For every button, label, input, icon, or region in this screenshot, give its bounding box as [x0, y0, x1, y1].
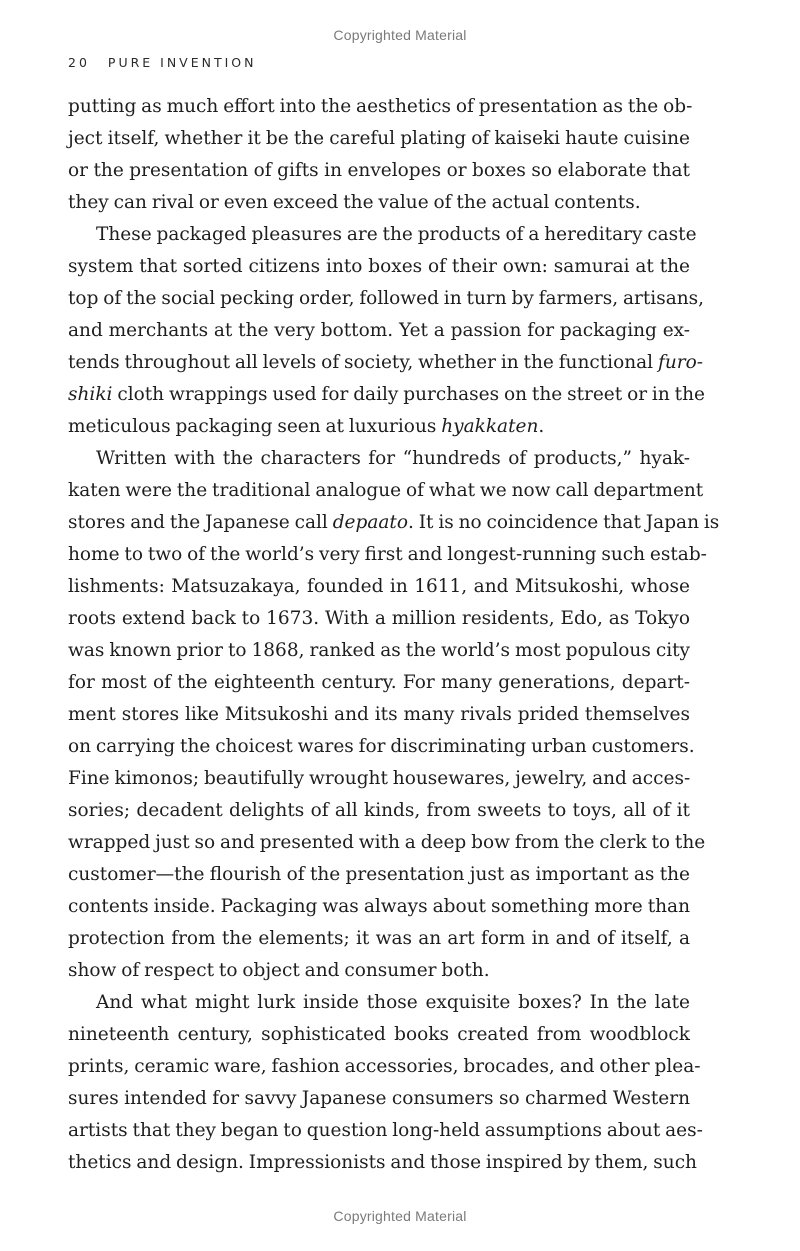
text-run: artists that they began to question long-held assumptions about aes- [68, 1120, 703, 1141]
text-line [68, 795, 690, 827]
text-line [68, 603, 690, 635]
text-line [68, 315, 690, 347]
text-line [68, 347, 703, 379]
text-line [68, 1051, 701, 1083]
text-line [68, 667, 690, 699]
text-line [68, 91, 693, 123]
text-line [68, 987, 690, 1019]
text-line [68, 155, 690, 187]
text-line [68, 1147, 697, 1179]
text-run: These packaged pleasures are the products of a hereditary caste [96, 224, 697, 245]
italic-term: depaato [332, 512, 408, 533]
text-line [68, 923, 690, 955]
text-run: ment stores like Mitsukoshi and its many rivals prided themselves [68, 704, 690, 725]
text-line [68, 1083, 690, 1115]
text-run: top of the social pecking order, followed in turn by farmers, artisans, [68, 288, 705, 309]
text-line [68, 251, 690, 283]
text-run: contents inside. Packaging was always about something more than [68, 896, 690, 917]
text-run: tends throughout all levels of society, whether in the functional [68, 352, 658, 373]
italic-term: shiki [68, 384, 113, 405]
text-run: or the presentation of gifts in envelopes or boxes so elaborate that [68, 160, 690, 181]
text-run: Fine kimonos; beautifully wrought housewares, jewelry, and acces- [68, 768, 691, 789]
running-head [68, 55, 257, 70]
text-line [68, 859, 690, 891]
text-line [68, 731, 695, 763]
text-run: lishments: Matsuzakaya, founded in 1611, and Mitsukoshi, whose [68, 576, 690, 597]
body-text [68, 91, 720, 1179]
text-run: home to two of the world’s very first and longest-running such estab- [68, 544, 707, 565]
text-run: ject itself, whether it be the careful plating of kaiseki haute cuisine [68, 128, 690, 149]
text-run: for most of the eighteenth century. For many generations, depart- [68, 672, 690, 693]
text-run: system that sorted citizens into boxes of their own: samurai at the [68, 256, 690, 277]
book-title: PURE INVENTION [107, 55, 257, 70]
text-line [68, 955, 690, 987]
text-run: wrapped just so and presented with a deep bow from the clerk to the [68, 832, 706, 853]
text-line [68, 507, 720, 539]
text-line [68, 123, 690, 155]
text-run: prints, ceramic ware, fashion accessories, brocades, and other plea- [68, 1056, 701, 1077]
text-run: sures intended for savvy Japanese consumers so charmed Western [68, 1088, 690, 1109]
text-line [68, 475, 704, 507]
text-line [68, 443, 690, 475]
text-line [68, 571, 690, 603]
text-run: sories; decadent delights of all kinds, from sweets to toys, all of it [68, 800, 690, 821]
text-line [68, 411, 690, 443]
text-run: cloth wrappings used for daily purchases on the street or in the [112, 384, 705, 405]
text-run: they can rival or even exceed the value of the actual contents. [68, 192, 641, 213]
text-line [68, 635, 690, 667]
text-run: was known prior to 1868, ranked as the world’s most populous city [68, 640, 690, 661]
copyright-watermark-top: Copyrighted Material [333, 27, 467, 43]
text-line [68, 1115, 703, 1147]
text-line [68, 539, 707, 571]
text-run: protection from the elements; it was an art form in and of itself, a [68, 928, 690, 949]
text-line [68, 699, 690, 731]
text-line [68, 187, 690, 219]
text-run: and merchants at the very bottom. Yet a passion for packaging ex- [68, 320, 690, 341]
text-line [68, 283, 705, 315]
text-run: nineteenth century, sophisticated books created from woodblock [68, 1024, 690, 1045]
italic-term: hyakkaten [441, 416, 539, 437]
text-run: meticulous packaging seen at luxurious [68, 416, 442, 437]
copyright-watermark-bottom: Copyrighted Material [333, 1208, 467, 1224]
text-run: putting as much effort into the aesthetics of presentation as the ob- [68, 96, 693, 117]
text-line [68, 219, 697, 251]
text-run: Written with the characters for “hundreds of products,” hyak- [96, 448, 690, 469]
text-run: thetics and design. Impressionists and those inspired by them, such [68, 1152, 697, 1173]
text-line [68, 763, 690, 795]
text-run: customer—the flourish of the presentation just as important as the [68, 864, 690, 885]
page-number: 20 [68, 55, 90, 70]
text-run: . It is no coincidence that Japan is [407, 512, 720, 533]
italic-term: furo- [657, 352, 703, 373]
text-line [68, 891, 690, 923]
text-line [68, 827, 706, 859]
text-run: And what might lurk inside those exquisite boxes? In the late [96, 992, 690, 1013]
text-run: show of respect to object and consumer both. [68, 960, 490, 981]
text-line [68, 1019, 690, 1051]
text-run: stores and the Japanese call [68, 512, 333, 533]
text-line [68, 379, 705, 411]
text-run: roots extend back to 1673. With a million residents, Edo, as Tokyo [68, 608, 690, 629]
text-run: on carrying the choicest wares for discriminating urban customers. [68, 736, 695, 757]
text-run: . [538, 416, 545, 437]
text-run: katen were the traditional analogue of what we now call department [68, 480, 704, 501]
